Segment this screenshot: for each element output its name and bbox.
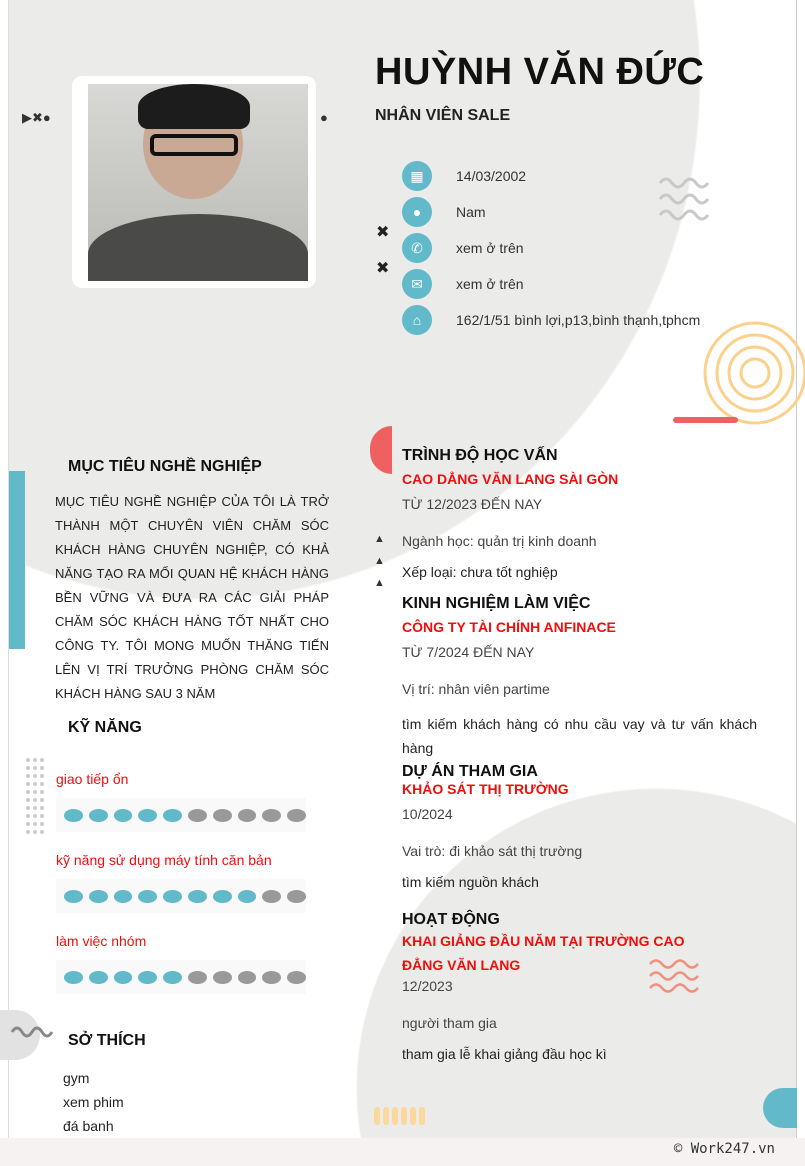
decor-bars bbox=[374, 1107, 425, 1125]
phone-icon: ✆ bbox=[402, 233, 432, 263]
activity-date: 12/2023 bbox=[402, 978, 453, 994]
job-title: NHÂN VIÊN SALE bbox=[375, 107, 511, 124]
rating-dot-filled bbox=[64, 890, 83, 903]
wave-decor-icon bbox=[658, 175, 714, 225]
hobbies-heading: SỞ THÍCH bbox=[68, 1032, 146, 1049]
rating-dot-empty bbox=[238, 971, 257, 984]
education-period: TỪ 12/2023 ĐẾN NAY bbox=[402, 496, 543, 512]
rating-dot-filled bbox=[213, 890, 232, 903]
contact-email bbox=[402, 269, 524, 299]
rating-dot-empty bbox=[262, 809, 281, 822]
rating-dot-filled bbox=[114, 890, 133, 903]
user-icon: ● bbox=[402, 197, 432, 227]
calendar-icon: ▦ bbox=[402, 161, 432, 191]
rating-dot-filled bbox=[238, 890, 257, 903]
skill-rating bbox=[56, 798, 306, 832]
skill-name: giao tiếp ổn bbox=[56, 771, 129, 787]
rating-dot-empty bbox=[287, 890, 306, 903]
rating-dot-empty bbox=[188, 971, 207, 984]
hobby-item: đá banh bbox=[63, 1118, 114, 1134]
rating-dot-filled bbox=[64, 971, 83, 984]
project-description: tìm kiếm nguồn khách bbox=[402, 874, 539, 890]
rating-dot-filled bbox=[163, 971, 182, 984]
education-heading: TRÌNH ĐỘ HỌC VẤN bbox=[402, 447, 558, 464]
footer bbox=[0, 1138, 805, 1166]
rating-dot-filled bbox=[64, 809, 83, 822]
decor-shapes: ▶✖● bbox=[22, 110, 51, 125]
rating-dot-filled bbox=[138, 971, 157, 984]
hobby-item: gym bbox=[63, 1070, 90, 1086]
contact-gender bbox=[402, 197, 486, 227]
profile-photo-frame bbox=[72, 76, 316, 288]
skill-rating bbox=[56, 879, 306, 913]
experience-description: tìm kiếm khách hàng có nhu cầu vay và tư vấn khách hàng bbox=[402, 716, 757, 756]
project-date: 10/2024 bbox=[402, 806, 453, 822]
education-grade: Xếp loại: chưa tốt nghiệp bbox=[402, 564, 558, 580]
skill-name: làm việc nhóm bbox=[56, 933, 147, 949]
rating-dot-filled bbox=[89, 809, 108, 822]
contact-birthdate bbox=[402, 161, 526, 191]
rating-dot-filled bbox=[188, 890, 207, 903]
experience-heading: KINH NGHIỆM LÀM VIỆC bbox=[402, 595, 591, 612]
rating-dot-empty bbox=[287, 971, 306, 984]
objective-text: MỤC TIÊU NGHỀ NGHIỆP CỦA TÔI LÀ TRỞ THÀNH MỘT CHUYÊN VIÊN CHĂM SÓC KHÁCH HÀNG CHUYÊN NGHIỆP, CÓ KHẢ NĂNG TẠO RA MỐI QUAN HỆ KHÁCH HÀNG BỀN VỮNG VÀ ĐƯA RA CÁC GIẢI PHÁP CHĂM SÓC KHÁCH HÀNG TỐT NHẤT CHO CÔNG TY. TÔI MONG MUỐN THĂNG TIẾN LÊN VỊ TRÍ TRƯỞNG PHÒNG CHĂM SÓC KHÁCH HÀNG SAU 3 NĂM bbox=[55, 494, 329, 701]
rating-dot-filled bbox=[163, 809, 182, 822]
education-school: CAO DẲNG VĂN LANG SÀI GÒN bbox=[402, 471, 619, 487]
watermark: © Work247.vn bbox=[673, 1141, 775, 1157]
experience-position: Vị trí: nhân viên partime bbox=[402, 681, 550, 697]
home-icon: ⌂ bbox=[402, 305, 432, 335]
profile-photo bbox=[88, 84, 308, 281]
contact-address bbox=[402, 305, 700, 335]
concentric-circles-icon bbox=[700, 318, 805, 428]
experience-period: TỪ 7/2024 ĐẾN NAY bbox=[402, 644, 535, 660]
decor-triangles: ▲ ▲ ▲ bbox=[374, 533, 385, 589]
rating-dot-empty bbox=[238, 809, 257, 822]
hobby-item: xem phim bbox=[63, 1094, 124, 1110]
rating-dot-filled bbox=[114, 809, 133, 822]
rating-dot-empty bbox=[262, 971, 281, 984]
dots-grid-icon bbox=[24, 756, 46, 836]
candidate-name: HUỲNH VĂN ĐỨC bbox=[375, 51, 705, 93]
rating-dot-empty bbox=[262, 890, 281, 903]
rating-dot-filled bbox=[138, 890, 157, 903]
rating-dot-empty bbox=[287, 809, 306, 822]
skills-heading: KỸ NĂNG bbox=[68, 719, 142, 736]
activity-role: người tham gia bbox=[402, 1015, 497, 1031]
contact-value: xem ở trên bbox=[456, 239, 524, 256]
activity-name: KHAI GIẢNG ĐẦU NĂM TẠI TRƯỜNG CAO ĐẲNG VĂN LANG bbox=[402, 933, 685, 973]
contact-value: xem ở trên bbox=[456, 275, 524, 292]
activities-heading: HOẠT ĐỘNG bbox=[402, 911, 500, 928]
rating-dot-filled bbox=[89, 890, 108, 903]
contact-value: 162/1/51 bình lợi,p13,bình thạnh,tphcm bbox=[456, 311, 701, 328]
rating-dot-empty bbox=[188, 809, 207, 822]
rating-dot-filled bbox=[114, 971, 133, 984]
rating-dot-filled bbox=[138, 809, 157, 822]
project-name: KHẢO SÁT THỊ TRƯỜNG bbox=[402, 781, 569, 797]
objective-heading: MỤC TIÊU NGHỀ NGHIỆP bbox=[68, 458, 262, 475]
contact-value: 14/03/2002 bbox=[456, 167, 527, 184]
email-icon: ✉ bbox=[402, 269, 432, 299]
projects-heading: DỰ ÁN THAM GIA bbox=[402, 763, 538, 780]
decor-side-bar bbox=[9, 471, 25, 649]
decor-cross-icons: ✖ ✖ bbox=[376, 224, 390, 277]
rating-dot-empty bbox=[213, 809, 232, 822]
decor-shape: ● bbox=[320, 110, 328, 125]
education-major: Ngành học: quản trị kinh doanh bbox=[402, 533, 597, 549]
decor-bar bbox=[673, 417, 738, 423]
activity-description: tham gia lễ khai giảng đầu học kì bbox=[402, 1046, 607, 1062]
contact-value: Nam bbox=[456, 203, 486, 220]
skill-rating bbox=[56, 960, 306, 994]
rating-dot-filled bbox=[163, 890, 182, 903]
skill-name: kỹ năng sử dụng máy tính căn bản bbox=[56, 852, 272, 868]
decor-circle-accent bbox=[763, 1088, 797, 1128]
rating-dot-empty bbox=[213, 971, 232, 984]
wave-decor-icon bbox=[10, 1022, 56, 1038]
experience-company: CÔNG TY TÀI CHÍNH ANFINACE bbox=[402, 619, 616, 635]
rating-dot-filled bbox=[89, 971, 108, 984]
contact-phone bbox=[402, 233, 524, 263]
project-role: Vai trò: đi khảo sát thị trường bbox=[402, 843, 583, 859]
